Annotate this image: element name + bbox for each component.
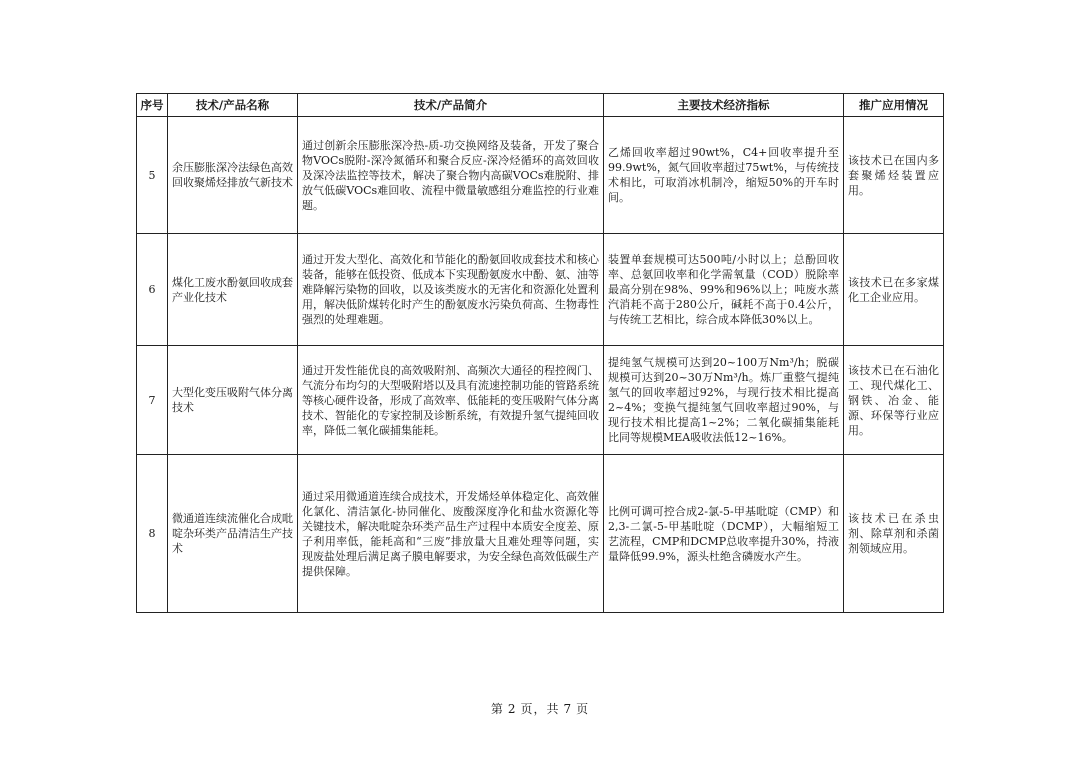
technology-application: 该技术已在多家煤化工企业应用。 [844, 234, 944, 346]
table-row [137, 117, 944, 234]
technology-application: 该技术已在石油化工、现代煤化工、钢铁、冶金、能源、环保等行业应用。 [844, 346, 944, 455]
technology-name: 煤化工废水酚氨回收成套产业化技术 [168, 234, 298, 346]
row-number: 5 [137, 117, 168, 234]
table-row [137, 234, 944, 346]
technology-indicators: 提纯氢气规模可达到20~100万Nm³/h；脱碳规模可达到20~30万Nm³/h。炼厂重整气提纯氢气的回收率超过92%，与现行技术相比提高2~4%；变换气提纯氢气回收率超过90%，与现行技术相比提高1~2%；二氧化碳捕集能耗比同等规模MEA吸收法低12~16%。 [604, 346, 844, 455]
header-name: 技术/产品名称 [168, 94, 298, 117]
header-description: 技术/产品简介 [298, 94, 604, 117]
page-footer [0, 700, 1080, 717]
technology-name: 微通道连续流催化合成吡啶杂环类产品清洁生产技术 [168, 455, 298, 613]
page-label-suffix: 页 [576, 702, 590, 716]
technology-description: 通过开发大型化、高效化和节能化的酚氨回收成套技术和核心装备，能够在低投资、低成本下实现酚氨废水中酚、氨、油等难降解污染物的回收，以及该类废水的无害化和资源化处置利用，解决低阶煤转化时产生的酚氨废水污染负荷高、生物毒性强烈的处理难题。 [298, 234, 604, 346]
technology-indicators: 装置单套规模可达500吨/小时以上；总酚回收率、总氨回收率和化学需氧量（COD）脱除率最高分别在98%、99%和96%以上；吨废水蒸汽消耗不高于280公斤，碱耗不高于0.4公斤，与传统工艺相比，综合成本降低30%以上。 [604, 234, 844, 346]
header-indicators: 主要技术经济指标 [604, 94, 844, 117]
technology-name: 余压膨胀深冷法绿色高效回收聚烯烃排放气新技术 [168, 117, 298, 234]
row-number: 8 [137, 455, 168, 613]
page-total: 7 [563, 702, 573, 716]
technology-application: 该技术已在杀虫剂、除草剂和杀菌剂领域应用。 [844, 455, 944, 613]
table-header-row [137, 94, 944, 117]
row-number: 6 [137, 234, 168, 346]
header-application: 推广应用情况 [844, 94, 944, 117]
technology-description: 通过创新余压膨胀深冷热-质-功交换网络及装备，开发了聚合物VOCs脱附-深冷氮循环和聚合反应-深冷烃循环的高效回收及深冷法监控等技术，解决了聚合物内高碳VOCs难脱附、排放气低碳VOCs难回收、流程中微量敏感组分难监控的行业难题。 [298, 117, 604, 234]
page-label-mid: 页，共 [520, 702, 560, 716]
page-current: 2 [507, 702, 517, 716]
technology-description: 通过开发性能优良的高效吸附剂、高频次大通径的程控阀门、气流分布均匀的大型吸附塔以及具有流速控制功能的管路系统等核心硬件设备，形成了高效率、低能耗的变压吸附气体分离技术、智能化的专家控制及诊断系统，有效提升氢气提纯回收率，降低二氧化碳捕集能耗。 [298, 346, 604, 455]
technology-description: 通过采用微通道连续合成技术，开发烯烃单体稳定化、高效催化氯化、清洁氯化-协同催化、废酸深度净化和盐水资源化等关键技术，解决吡啶杂环类产品生产过程中本质安全度差、原子利用率低，能耗高和“三废”排放量大且难处理等问题，实现废盐处理后满足离子膜电解要求，为安全绿色高效低碳生产提供保障。 [298, 455, 604, 613]
page-label-prefix: 第 [490, 702, 504, 716]
header-no: 序号 [137, 94, 168, 117]
table-row [137, 455, 944, 613]
technology-table [136, 93, 944, 613]
technology-indicators: 比例可调可控合成2-氯-5-甲基吡啶（CMP）和2,3-二氯-5-甲基吡啶（DCMP），大幅缩短工艺流程，CMP和DCMP总收率提升30%，持液量降低99.9%，源头杜绝含磷废水产生。 [604, 455, 844, 613]
technology-application: 该技术已在国内多套聚烯烃装置应用。 [844, 117, 944, 234]
technology-indicators: 乙烯回收率超过90wt%，C4+回收率提升至99.9wt%，氮气回收率超过75wt%，与传统技术相比，可取消冰机制冷，缩短50%的开车时间。 [604, 117, 844, 234]
row-number: 7 [137, 346, 168, 455]
table-row [137, 346, 944, 455]
technology-name: 大型化变压吸附气体分离技术 [168, 346, 298, 455]
